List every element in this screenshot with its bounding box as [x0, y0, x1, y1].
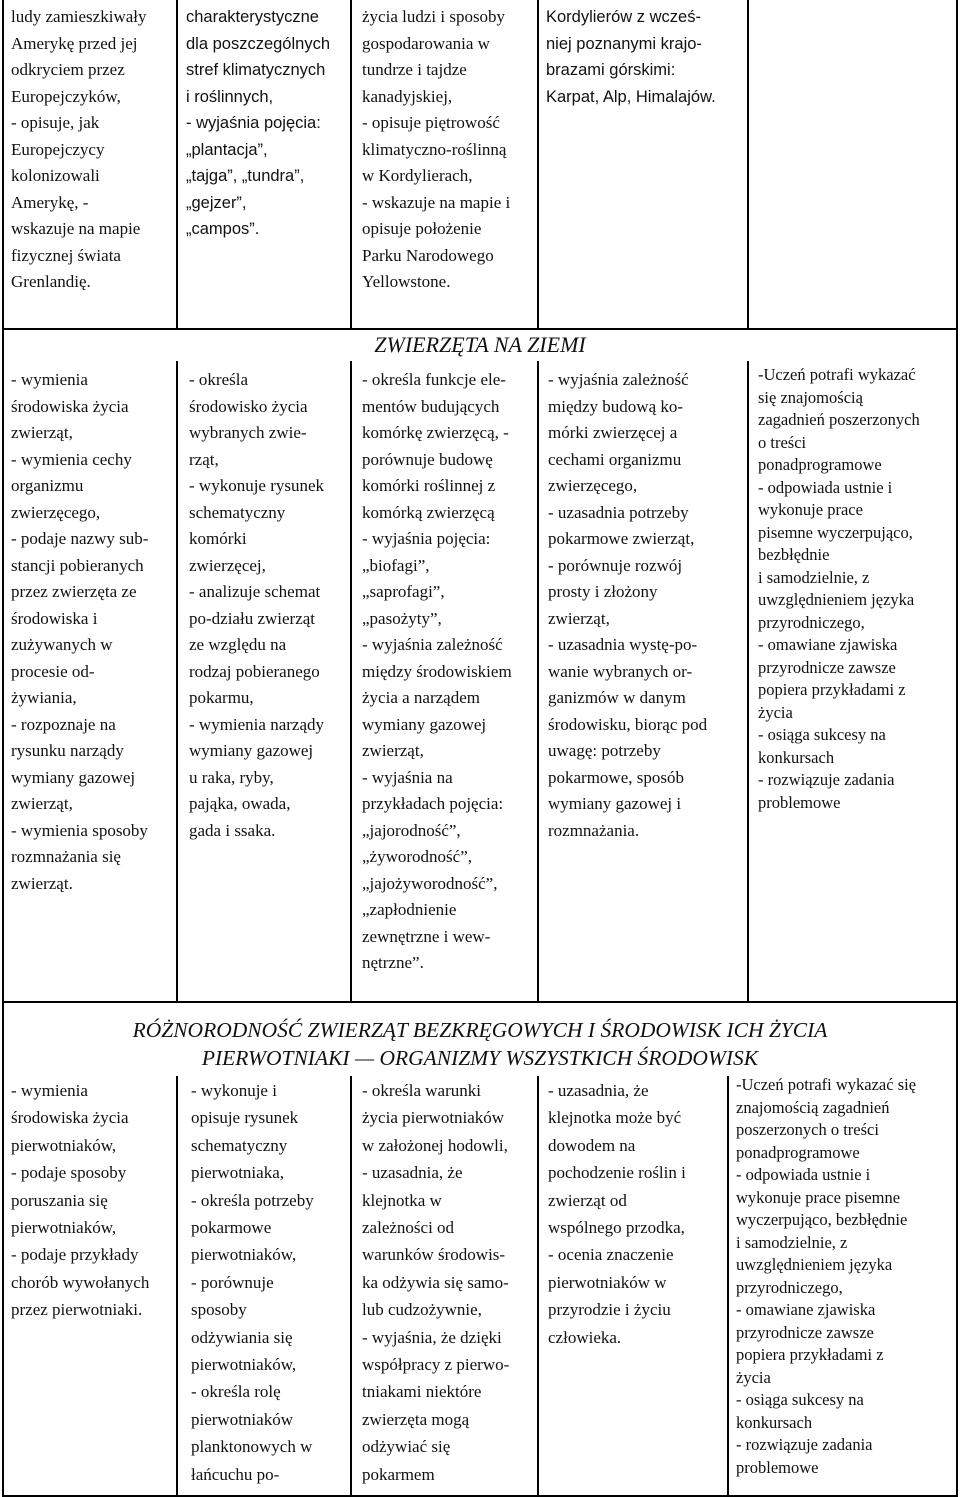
cell-line: - omawiane zjawiska [736, 1300, 876, 1319]
cell-line: - wyjaśnia pojęcia: [362, 529, 491, 548]
cell-line: - określa potrzeby [191, 1190, 314, 1210]
cell-line: pierwotniaków, [11, 1218, 117, 1238]
cell-line: - podaje nazwy sub- [11, 529, 149, 548]
cell-line: - wykonuje rysunek [189, 476, 325, 495]
cell-line: ponadprogramowe [736, 1142, 860, 1162]
row3-col4-cell [548, 1077, 686, 1351]
cell-line: chorób wywołanych [11, 1272, 150, 1292]
cell-line: Kordylierów z wcześ- [546, 8, 701, 26]
cell-line: - opisuje, jak [11, 113, 100, 132]
cell-line: - wyjaśnia na [362, 767, 453, 787]
table-border-left [2, 0, 4, 1497]
cell-line: - rozpoznaje na [11, 714, 116, 734]
column-divider [537, 361, 539, 1001]
cell-line: opisuje położenie [362, 219, 482, 238]
cell-line: zwierząt, [548, 608, 610, 628]
cell-line: zewnętrzne i wew- [362, 926, 491, 946]
cell-line: - podaje przykłady [11, 1245, 139, 1265]
cell-line: przyrodzie i życiu [548, 1300, 671, 1320]
cell-line: zwierząt. [11, 873, 73, 893]
cell-line: mórki zwierzęcej a [548, 423, 678, 442]
cell-line: wymiany gazowej [11, 767, 136, 787]
cell-line: -Uczeń potrafi wykazać [758, 365, 916, 384]
cell-line: rząt, [189, 449, 219, 469]
cell-line: problemowe [736, 1457, 819, 1477]
cell-line: kanadyjskiej, [362, 86, 453, 106]
cell-line: żywiania, [11, 688, 77, 707]
cell-line: kolonizowali [11, 166, 100, 185]
cell-line: przez pierwotniaki. [11, 1300, 143, 1320]
cell-line: lub cudzożywnie, [362, 1300, 482, 1320]
cell-line: zużywanych w [11, 635, 113, 654]
section-title [0, 332, 960, 358]
cell-line: ka odżywia się samo- [362, 1272, 509, 1292]
cell-line: konkursach [758, 747, 835, 767]
cell-line: - określa warunki [362, 1081, 481, 1100]
section-title-line: RÓŻNORODNOŚĆ ZWIERZĄT BEZKRĘGOWYCH I ŚRODOWISK ICH ŻYCIA [132, 1018, 828, 1042]
cell-line: opisuje rysunek [191, 1108, 299, 1128]
cell-line: - uzasadnia, że [362, 1163, 463, 1183]
cell-line: zwierząt od [548, 1190, 627, 1210]
section-title-line: ZWIERZĘTA NA ZIEMI [374, 332, 586, 357]
cell-line: wspólnego przodka, [548, 1218, 685, 1238]
cell-line: - wskazuje na mapie i [362, 192, 511, 212]
row3-col5-cell [736, 1074, 916, 1479]
cell-line: schematyczny [191, 1135, 288, 1155]
cell-line: klimatyczno-roślinną [362, 139, 507, 159]
cell-line: gada i ssaka. [189, 820, 276, 840]
cell-line: ze względu na [189, 635, 287, 654]
cell-line: życia pierwotniaków [362, 1108, 505, 1128]
cell-line: środowiska życia [11, 396, 129, 416]
cell-line: Karpat, Alp, Himalajów. [546, 87, 716, 106]
section-title-line: PIERWOTNIAKI — ORGANIZMY WSZYSTKICH ŚRODOWISK [201, 1046, 759, 1070]
cell-line: wskazuje na mapie [11, 219, 141, 238]
row3-col2-cell [191, 1077, 314, 1488]
cell-line: - omawiane zjawiska [758, 635, 898, 654]
cell-line: pająka, owada, [189, 794, 291, 813]
cell-line: przyrodnicze zawsze [758, 657, 896, 677]
cell-line: życia ludzi i sposoby [362, 7, 506, 26]
cell-line: Amerykę, - [11, 192, 89, 212]
cell-line: - wymienia sposoby [11, 820, 148, 840]
cell-line: odżywiania się [191, 1327, 293, 1347]
column-divider [176, 361, 178, 1001]
cell-line: „jajorodność”, [362, 820, 461, 840]
cell-line: „campos”. [186, 220, 260, 238]
row2-col4-cell [548, 367, 707, 844]
cell-line: bezbłędnie [758, 545, 830, 564]
cell-line: - odpowiada ustnie i [758, 477, 893, 497]
cell-line: popiera przykładami z [758, 680, 906, 699]
cell-line: - wymienia [11, 1081, 88, 1100]
cell-line: życia [736, 1367, 771, 1387]
cell-line: uwagę: potrzeby [548, 741, 661, 760]
cell-line: zwierzęta mogą [362, 1409, 470, 1429]
cell-line: - wyjaśnia zależność [362, 635, 503, 654]
cell-line: między budową ko- [548, 396, 684, 416]
cell-line: pokarmowe, sposób [548, 767, 684, 787]
cell-line: wymiany gazowej i [548, 794, 682, 813]
column-divider [176, 1076, 178, 1497]
cell-line: ludy zamieszkiwały [11, 7, 147, 26]
cell-line: - wymienia cechy [11, 449, 132, 469]
cell-line: uwzględnieniem języka [736, 1255, 893, 1274]
table-border-right [956, 0, 958, 1497]
cell-line: środowisku, biorąc pod [548, 714, 708, 734]
cell-line: przyrodniczego, [736, 1277, 843, 1297]
cell-line: pokarmowe [191, 1218, 272, 1238]
row1-col2-cell [186, 4, 330, 243]
row2-col3-cell [362, 367, 512, 977]
cell-line: - osiąga sukcesy na [736, 1390, 864, 1409]
cell-line: zależności od [362, 1218, 455, 1238]
cell-line: ganizmów w danym [548, 688, 686, 707]
cell-line: komórką zwierzęcą [362, 502, 495, 522]
cell-line: zwierząt, [11, 794, 73, 813]
cell-line: popiera przykładami z [736, 1345, 884, 1364]
cell-line: zagadnień poszerzonych [758, 410, 920, 429]
cell-line: klejnotka może być [548, 1108, 682, 1128]
cell-line: współpracy z pierwo- [362, 1355, 510, 1375]
cell-line: - porównuje [191, 1272, 274, 1292]
cell-line: - uzasadnia, że [548, 1081, 649, 1100]
cell-line: „plantacja”, [186, 140, 268, 159]
cell-line: odżywiać się [362, 1437, 451, 1457]
cell-line: - osiąga sukcesy na [758, 725, 886, 744]
cell-line: - określa [189, 370, 249, 389]
cell-line: - rozwiązuje zadania [736, 1435, 873, 1454]
cell-line: konkursach [736, 1412, 813, 1432]
column-divider [747, 361, 749, 1001]
cell-line: - wyjaśnia, że dzięki [362, 1327, 502, 1347]
section-subtitle [0, 1046, 960, 1071]
cell-line: u raka, ryby, [189, 767, 274, 787]
cell-line: problemowe [758, 792, 841, 812]
cell-line: rozmnażania się [11, 847, 121, 866]
column-divider [727, 1076, 729, 1497]
cell-line: życia a narządem [362, 688, 480, 707]
cell-line: pochodzenie roślin i [548, 1163, 686, 1183]
row2-col2-cell [189, 367, 324, 844]
cell-line: po-działu zwierząt [189, 608, 316, 628]
row2-col5-cell [758, 364, 920, 814]
cell-line: - opisuje piętrowość [362, 113, 500, 132]
column-divider [350, 1076, 352, 1497]
cell-line: znajomością zagadnień [736, 1097, 890, 1117]
cell-line: pierwotniaków w [548, 1272, 667, 1292]
cell-line: - uzasadnia wystę-po- [548, 635, 698, 654]
cell-line: przyrodnicze zawsze [736, 1322, 874, 1342]
cell-line: -Uczeń potrafi wykazać się [736, 1075, 917, 1094]
cell-line: stref klimatycznych [186, 61, 326, 79]
cell-line: między środowiskiem [362, 661, 512, 681]
cell-line: środowiska życia [11, 1108, 129, 1128]
cell-line: tniakami niektóre [362, 1382, 482, 1402]
cell-line: - określa funkcje ele- [362, 370, 506, 389]
cell-line: nętrzne”. [362, 953, 424, 972]
cell-line: „jajożyworodność”, [362, 873, 498, 893]
cell-line: dowodem na [548, 1135, 636, 1155]
cell-line: Yellowstone. [362, 272, 451, 291]
cell-line: pierwotniaka, [191, 1163, 284, 1183]
cell-line: pokarmem [362, 1464, 435, 1484]
row1-col1-cell [11, 4, 147, 296]
cell-line: w Kordylierach, [362, 166, 473, 185]
cell-line: schematyczny [189, 502, 286, 522]
cell-line: cechami organizmu [548, 449, 682, 469]
cell-line: - odpowiada ustnie i [736, 1165, 871, 1184]
row-divider [2, 1001, 958, 1003]
cell-line: - uzasadnia potrzeby [548, 502, 689, 522]
cell-line: Parku Narodowego [362, 245, 494, 265]
row1-col3-cell [362, 4, 510, 296]
cell-line: „gejzer”, [186, 193, 247, 212]
cell-line: - analizuje schemat [189, 582, 321, 601]
cell-line: prosty i złożony [548, 582, 658, 601]
cell-line: wanie wybranych or- [548, 661, 693, 681]
cell-line: i roślinnych, [186, 87, 274, 106]
row2-col1-cell [11, 367, 148, 897]
cell-line: - wymienia [11, 370, 88, 389]
cell-line: gospodarowania w [362, 33, 490, 53]
cell-line: „biofagi”, [362, 555, 430, 575]
cell-line: tundrze i tajdze [362, 60, 467, 79]
cell-line: łańcuchu po- [191, 1464, 280, 1484]
cell-line: zwierzęcego, [11, 502, 101, 522]
cell-line: się znajomością [758, 387, 863, 407]
cell-line: pokarmu, [189, 688, 254, 707]
cell-line: - wyjaśnia pojęcia: [186, 114, 321, 132]
cell-line: warunków środowis- [362, 1245, 506, 1265]
cell-line: - wykonuje i [191, 1081, 277, 1100]
cell-line: mentów budujących [362, 396, 500, 416]
cell-line: środowiska i [11, 608, 98, 628]
cell-line: przez zwierzęta ze [11, 582, 137, 601]
cell-line: - wyjaśnia zależność [548, 370, 689, 389]
cell-line: - ocenia znaczenie [548, 1245, 674, 1265]
cell-line: człowieka. [548, 1327, 622, 1347]
cell-line: - określa rolę [191, 1382, 281, 1402]
cell-line: dla poszczególnych [186, 34, 331, 53]
cell-line: zwierząt, [362, 741, 424, 760]
cell-line: procesie od- [11, 661, 95, 681]
cell-line: o treści [758, 432, 807, 452]
cell-line: zwierząt, [11, 423, 73, 442]
cell-line: w założonej hodowli, [362, 1135, 508, 1155]
cell-line: „żyworodność”, [362, 847, 472, 866]
cell-line: pokarmowe zwierząt, [548, 529, 695, 548]
cell-line: pierwotniaków, [11, 1135, 117, 1155]
cell-line: - wymienia narządy [189, 714, 324, 734]
cell-line: „zapłodnienie [362, 900, 457, 919]
cell-line: stancji pobieranych [11, 555, 144, 575]
cell-line: pisemne wyczerpująco, [758, 522, 913, 542]
cell-line: wymiany gazowej [362, 714, 487, 734]
row-divider [2, 328, 958, 330]
cell-line: - rozwiązuje zadania [758, 770, 895, 789]
cell-line: sposoby [191, 1300, 247, 1320]
row3-col3-cell [362, 1077, 509, 1488]
cell-line: i samodzielnie, z [758, 567, 870, 587]
cell-line: Amerykę przed jej [11, 33, 138, 53]
cell-line: planktonowych w [191, 1437, 313, 1457]
cell-line: porównuje budowę [362, 449, 493, 469]
cell-line: uwzględnieniem języka [758, 590, 915, 609]
row1-col4-cell [546, 4, 716, 110]
cell-line: Europejczyków, [11, 86, 121, 106]
cell-line: niej poznanymi krajo- [546, 34, 702, 53]
section-title [0, 1018, 960, 1043]
row3-col1-cell [11, 1077, 149, 1324]
column-divider [537, 0, 539, 328]
cell-line: fizycznej świata [11, 245, 121, 265]
cell-line: wybranych zwie- [189, 423, 307, 442]
cell-line: życia [758, 702, 793, 722]
column-divider [176, 0, 178, 328]
cell-line: zwierzęcego, [548, 476, 638, 495]
cell-line: komórki roślinnej z [362, 476, 496, 495]
cell-line: - podaje sposoby [11, 1163, 127, 1183]
cell-line: pierwotniaków, [191, 1245, 297, 1265]
cell-line: „pasożyty”, [362, 608, 442, 628]
cell-line: charakterystyczne [186, 8, 319, 26]
cell-line: rozmnażania. [548, 820, 640, 840]
cell-line: środowisko życia [189, 396, 308, 416]
cell-line: przykładach pojęcia: [362, 794, 504, 813]
column-divider [350, 361, 352, 1001]
cell-line: Europejczycy [11, 139, 105, 159]
cell-line: wymiany gazowej [189, 741, 314, 760]
column-divider [747, 0, 749, 328]
cell-line: zwierzęcej, [189, 555, 266, 575]
cell-line: pierwotniaków, [191, 1355, 297, 1375]
cell-line: rysunku narządy [11, 741, 124, 760]
cell-line: „tajga”, „tundra”, [186, 167, 305, 185]
cell-line: brazami górskimi: [546, 61, 676, 79]
cell-line: przyrodniczego, [758, 612, 865, 632]
cell-line: klejnotka w [362, 1190, 442, 1210]
column-divider [350, 0, 352, 328]
cell-line: wyczerpująco, bezbłędnie [736, 1210, 908, 1229]
cell-line: organizmu [11, 476, 84, 495]
cell-line: „saprofagi”, [362, 582, 445, 601]
cell-line: poruszania się [11, 1190, 108, 1210]
cell-line: i samodzielnie, z [736, 1232, 848, 1252]
cell-line: rodzaj pobieranego [189, 661, 320, 681]
cell-line: wykonuje prace [758, 500, 863, 519]
cell-line: komórkę zwierzęcą, - [362, 423, 509, 442]
cell-line: odkryciem przez [11, 60, 125, 79]
cell-line: komórki [189, 529, 247, 548]
cell-line: poszerzonych o treści [736, 1120, 879, 1139]
cell-line: Grenlandię. [11, 272, 91, 291]
cell-line: pierwotniaków [191, 1409, 293, 1429]
cell-line: - porównuje rozwój [548, 555, 683, 575]
column-divider [537, 1076, 539, 1497]
cell-line: ponadprogramowe [758, 455, 882, 474]
cell-line: wykonuje prace pisemne [736, 1187, 901, 1207]
